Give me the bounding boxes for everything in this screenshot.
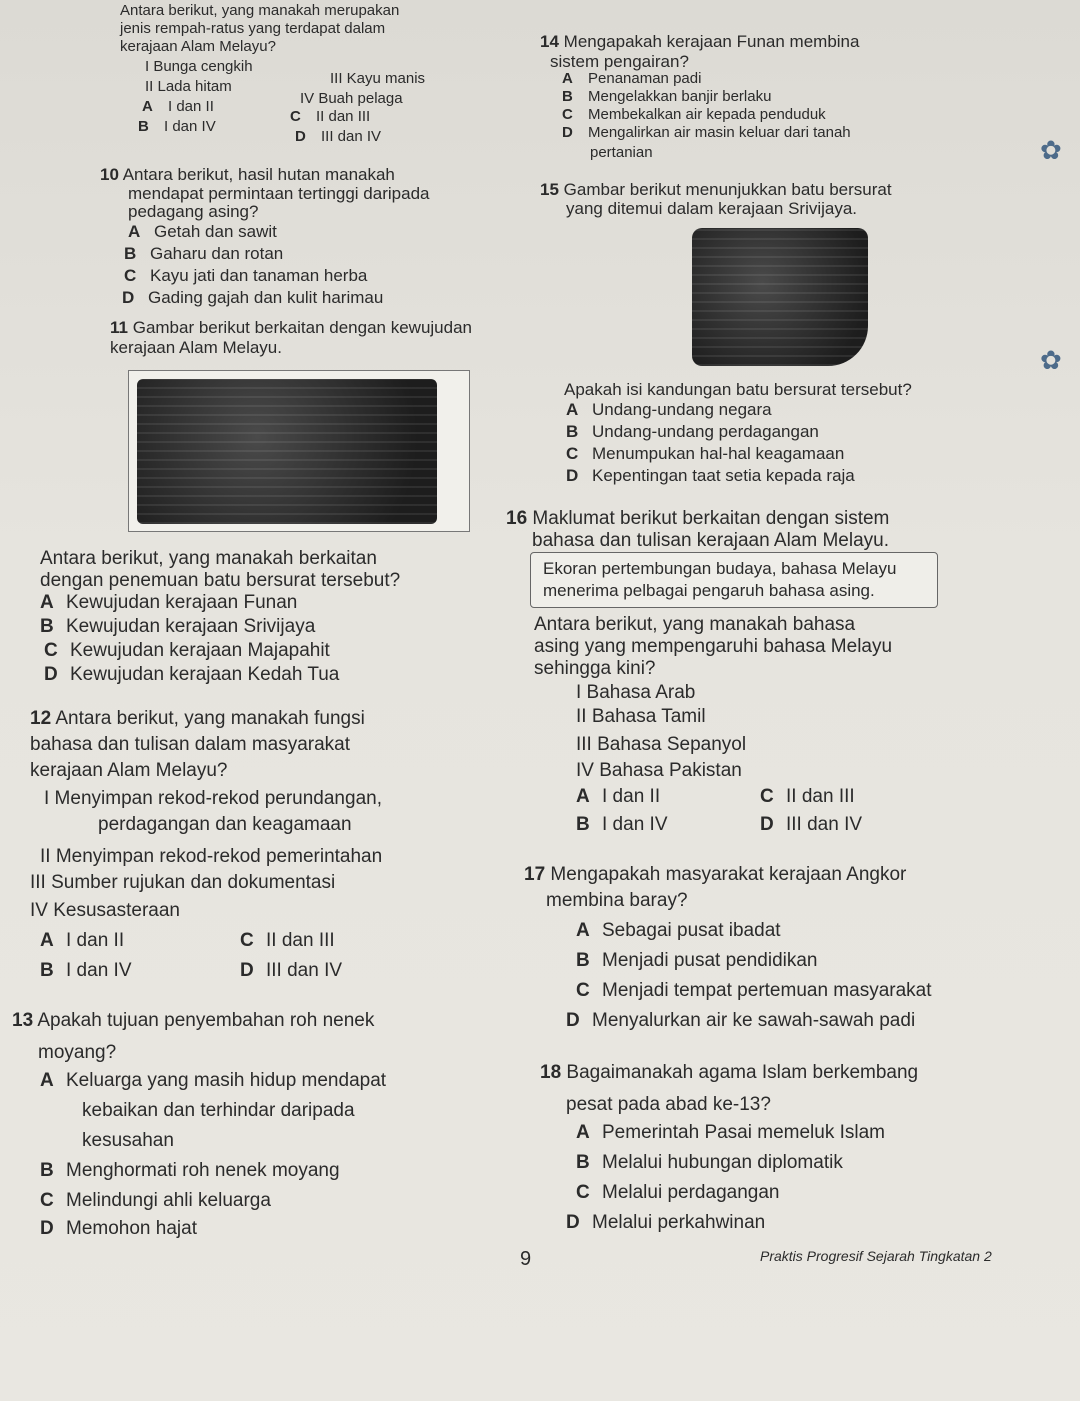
page-number: 9 xyxy=(520,1248,532,1270)
q9-option-a[interactable]: A I dan II xyxy=(142,98,214,115)
q15-stem-1: 15 Gambar berikut menunjukkan batu bersurat xyxy=(540,180,892,199)
q16-stem-2: bahasa dan tulisan kerajaan Alam Melayu. xyxy=(532,530,890,551)
q15-option-a[interactable]: A Undang-undang negara xyxy=(566,400,772,419)
q11-option-d[interactable]: D Kewujudan kerajaan Kedah Tua xyxy=(44,664,340,685)
q16-item-2: II Bahasa Tamil xyxy=(576,706,706,727)
q12-item-4: IV Kesusasteraan xyxy=(30,900,180,921)
q12-stem-2: bahasa dan tulisan dalam masyarakat xyxy=(30,734,351,755)
q12-item-1b: perdagangan dan keagamaan xyxy=(98,814,352,835)
q16-info-box xyxy=(530,552,938,608)
q12-option-b[interactable]: B I dan IV xyxy=(40,960,132,981)
q10-option-a[interactable]: A Getah dan sawit xyxy=(128,222,277,241)
q18-option-b[interactable]: B Melalui hubungan diplomatik xyxy=(576,1152,843,1173)
q16-question-3: sehingga kini? xyxy=(534,658,656,679)
q12-option-d[interactable]: D III dan IV xyxy=(240,960,343,981)
q10-stem-3: pedagang asing? xyxy=(128,202,259,221)
q13-option-d[interactable]: D Memohon hajat xyxy=(40,1218,197,1239)
q9-item-1: I Bunga cengkih xyxy=(145,58,253,75)
q12-option-c[interactable]: C II dan III xyxy=(240,930,335,951)
q11-option-a[interactable]: A Kewujudan kerajaan Funan xyxy=(40,592,298,613)
q15-option-b[interactable]: B Undang-undang perdagangan xyxy=(566,422,819,441)
q11-image-frame xyxy=(128,370,470,532)
inscription-stone-image xyxy=(137,379,437,524)
q18-stem-2: pesat pada abad ke-13? xyxy=(566,1094,771,1115)
q12-option-a[interactable]: A I dan II xyxy=(40,930,125,951)
q16-option-d[interactable]: D III dan IV xyxy=(760,814,863,835)
q12-item-1a: I Menyimpan rekod-rekod perundangan, xyxy=(44,788,382,809)
q17-option-c[interactable]: C Menjadi tempat pertemuan masyarakat xyxy=(576,980,932,1001)
q14-option-d-line2: pertanian xyxy=(590,144,653,161)
q15-option-d[interactable]: D Kepentingan taat setia kepada raja xyxy=(566,466,855,485)
q16-box-line-2: menerima pelbagai pengaruh bahasa asing. xyxy=(543,581,875,600)
q14-stem-1: 14 Mengapakah kerajaan Funan membina xyxy=(540,32,860,51)
q16-question-2: asing yang mempengaruhi bahasa Melayu xyxy=(534,636,893,657)
q13-option-a-line2: kebaikan dan terhindar daripada xyxy=(82,1100,355,1121)
q9-item-3: III Kayu manis xyxy=(330,70,426,87)
q16-box-line-1: Ekoran pertembungan budaya, bahasa Melayu xyxy=(543,559,897,578)
q15-question: Apakah isi kandungan batu bersurat tersebut? xyxy=(564,380,912,399)
q15-option-c[interactable]: C Menumpukan hal-hal keagamaan xyxy=(566,444,845,463)
q17-option-a[interactable]: A Sebagai pusat ibadat xyxy=(576,920,781,941)
q14-option-c[interactable]: C Membekalkan air kepada penduduk xyxy=(562,106,826,123)
q9-stem-2: jenis rempah-ratus yang terdapat dalam xyxy=(120,20,386,37)
flower-decoration-icon: ✿ xyxy=(1040,135,1062,165)
q9-option-b[interactable]: B I dan IV xyxy=(138,118,216,135)
q16-item-1: I Bahasa Arab xyxy=(576,682,696,703)
q16-stem-1: 16 Maklumat berikut berkaitan dengan sistem xyxy=(506,508,890,529)
q13-stem-1: 13 Apakah tujuan penyembahan roh nenek xyxy=(12,1010,375,1031)
q11-option-c[interactable]: C Kewujudan kerajaan Majapahit xyxy=(44,640,330,661)
q13-option-a[interactable]: A Keluarga yang masih hidup mendapat xyxy=(40,1070,387,1091)
q12-stem-3: kerajaan Alam Melayu? xyxy=(30,760,228,781)
q17-option-b[interactable]: B Menjadi pusat pendidikan xyxy=(576,950,818,971)
q14-option-b[interactable]: B Mengelakkan banjir berlaku xyxy=(562,88,772,105)
q11-question-1: Antara berikut, yang manakah berkaitan xyxy=(40,548,377,569)
q17-stem-2: membina baray? xyxy=(546,890,688,911)
q12-stem-1: 12 Antara berikut, yang manakah fungsi xyxy=(30,708,365,729)
q9-option-d[interactable]: D III dan IV xyxy=(295,128,382,145)
q9-item-4: IV Buah pelaga xyxy=(300,90,403,107)
q16-option-b[interactable]: B I dan IV xyxy=(576,814,668,835)
q18-stem-1: 18 Bagaimanakah agama Islam berkembang xyxy=(540,1062,919,1083)
q10-option-d[interactable]: D Gading gajah dan kulit harimau xyxy=(122,288,384,307)
q18-option-c[interactable]: C Melalui perdagangan xyxy=(576,1182,780,1203)
q10-stem-2: mendapat permintaan tertinggi daripada xyxy=(128,184,430,203)
q18-option-a[interactable]: A Pemerintah Pasai memeluk Islam xyxy=(576,1122,885,1143)
q10-option-b[interactable]: B Gaharu dan rotan xyxy=(124,244,284,263)
q9-stem-3: kerajaan Alam Melayu? xyxy=(120,38,276,55)
q10-stem-1: 10 Antara berikut, hasil hutan manakah xyxy=(100,165,395,184)
q16-option-c[interactable]: C II dan III xyxy=(760,786,855,807)
q16-question-1: Antara berikut, yang manakah bahasa xyxy=(534,614,856,635)
q18-option-d[interactable]: D Melalui perkahwinan xyxy=(566,1212,766,1233)
q9-stem-1: Antara berikut, yang manakah merupakan xyxy=(120,2,400,19)
flower-decoration-icon: ✿ xyxy=(1040,345,1062,375)
q17-option-d[interactable]: D Menyalurkan air ke sawah-sawah padi xyxy=(566,1010,916,1031)
q14-option-d[interactable]: D Mengalirkan air masin keluar dari tanah xyxy=(562,124,851,141)
q17-stem-1: 17 Mengapakah masyarakat kerajaan Angkor xyxy=(524,864,907,885)
q13-option-a-line3: kesusahan xyxy=(82,1130,174,1151)
q11-option-b[interactable]: B Kewujudan kerajaan Srivijaya xyxy=(40,616,316,637)
q11-stem-2: kerajaan Alam Melayu. xyxy=(110,338,282,357)
q9-option-c[interactable]: C II dan III xyxy=(290,108,371,125)
srivijaya-stone-image xyxy=(692,228,868,366)
q11-question-2: dengan penemuan batu bersurat tersebut? xyxy=(40,570,401,591)
q13-stem-2: moyang? xyxy=(38,1042,117,1063)
q16-item-4: IV Bahasa Pakistan xyxy=(576,760,742,781)
q10-option-c[interactable]: C Kayu jati dan tanaman herba xyxy=(124,266,368,285)
q16-option-a[interactable]: A I dan II xyxy=(576,786,661,807)
q14-stem-2: sistem pengairan? xyxy=(550,52,689,71)
q13-option-b[interactable]: B Menghormati roh nenek moyang xyxy=(40,1160,340,1181)
book-title: Praktis Progresif Sejarah Tingkatan 2 xyxy=(760,1248,992,1264)
q12-item-3: III Sumber rujukan dan dokumentasi xyxy=(30,872,336,893)
q16-item-3: III Bahasa Sepanyol xyxy=(576,734,747,755)
q13-option-c[interactable]: C Melindungi ahli keluarga xyxy=(40,1190,271,1211)
q12-item-2: II Menyimpan rekod-rekod pemerintahan xyxy=(40,846,383,867)
q9-item-2: II Lada hitam xyxy=(145,78,232,95)
q11-stem-1: 11 Gambar berikut berkaitan dengan kewujudan xyxy=(110,318,472,337)
q15-stem-2: yang ditemui dalam kerajaan Srivijaya. xyxy=(566,199,858,218)
q14-option-a[interactable]: A Penanaman padi xyxy=(562,70,702,87)
